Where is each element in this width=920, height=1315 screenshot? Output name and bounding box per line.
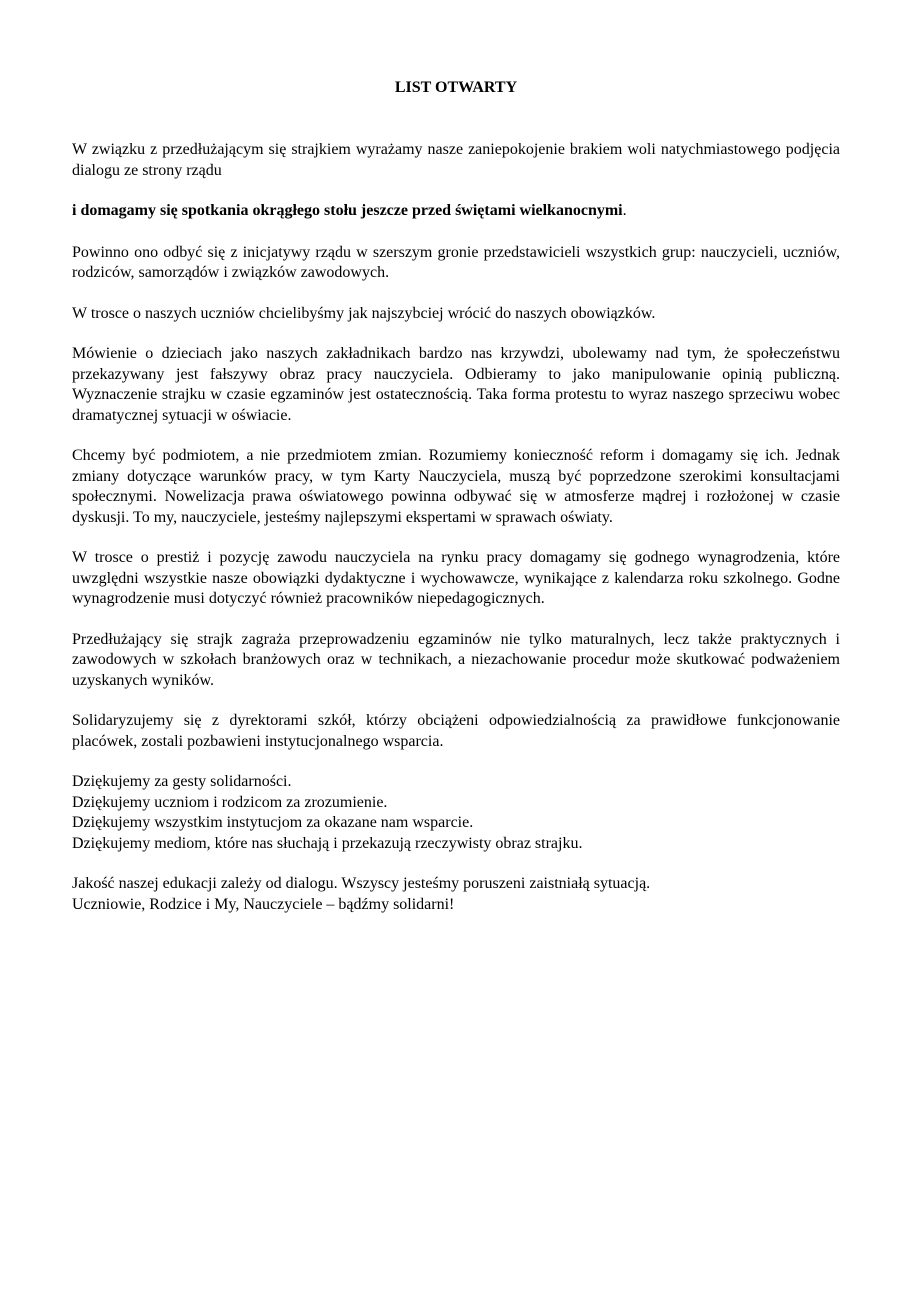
paragraph-6: Chcemy być podmiotem, a nie przedmiotem zmian. Rozumiemy konieczność reform i domagamy się ich. Jednak zmiany dotyczące warunków pracy, w tym Karty Nauczyciela, muszą być poprzedzone szerokimi konsultacjami społecznymi. Nowelizacja prawa oświatowego powinna odbywać się w atmosferze mądrej i rozłożonej w czasie dyskusji. To my, nauczyciele, jesteśmy najlepszymi ekspertami w sprawach oświaty. bbox=[72, 447, 840, 526]
demand-bold-text: i domagamy się spotkania okrągłego stołu jeszcze przed świętami wielkanocnymi bbox=[72, 202, 623, 219]
paragraph-1: W związku z przedłużającym się strajkiem wyrażamy nasze zaniepokojenie brakiem woli natychmiastowego podjęcia dialogu ze strony rządu bbox=[72, 141, 840, 179]
closing-block bbox=[72, 874, 840, 915]
paragraph-4: W trosce o naszych uczniów chcielibyśmy jak najszybciej wrócić do naszych obowiązków. bbox=[72, 304, 656, 322]
thanks-block bbox=[72, 772, 840, 854]
thanks-line: Dziękujemy wszystkim instytucjom za okazane nam wsparcie. bbox=[72, 814, 474, 831]
closing-line: Uczniowie, Rodzice i My, Nauczyciele – bądźmy solidarni! bbox=[72, 895, 455, 913]
closing-line: Jakość naszej edukacji zależy od dialogu. Wszyscy jesteśmy poruszeni zaistniałą sytuacją. bbox=[72, 875, 651, 892]
paragraph-3: Powinno ono odbyć się z inicjatywy rządu w szerszym gronie przedstawicieli wszystkich grup: nauczycieli, uczniów, rodziców, samorządów i związków zawodowych. bbox=[72, 243, 840, 281]
demand-period: . bbox=[622, 202, 627, 219]
letter-title: LIST OTWARTY bbox=[394, 79, 518, 96]
thanks-line: Dziękujemy mediom, które nas słuchają i przekazują rzeczywisty obraz strajku. bbox=[72, 834, 583, 852]
thanks-line: Dziękujemy uczniom i rodzicom za zrozumienie. bbox=[72, 793, 388, 811]
paragraph-2 bbox=[72, 201, 840, 222]
paragraph-9: Solidaryzujemy się z dyrektorami szkół, którzy obciążeni odpowiedzialnością za prawidłowe funkcjonowanie placówek, zostali pozbawieni instytucjonalnego wsparcia. bbox=[72, 712, 840, 750]
thanks-line: Dziękujemy za gesty solidarności. bbox=[72, 773, 292, 790]
letter-page bbox=[72, 78, 840, 935]
paragraph-5: Mówienie o dzieciach jako naszych zakładnikach bardzo nas krzywdzi, ubolewamy nad tym, że społeczeństwu przekazywany jest fałszywy obraz pracy nauczyciela. Odbieramy to jako manipulowanie opinią publiczną. Wyznaczenie strajku w czasie egzaminów jest ostatecznością. Taka forma protestu to wyraz naszego sprzeciwu wobec dramatycznej sytuacji w oświacie. bbox=[72, 345, 840, 424]
paragraph-7: W trosce o prestiż i pozycję zawodu nauczyciela na rynku pracy domagamy się godnego wynagrodzenia, które uwzględni wszystkie nasze obowiązki dydaktyczne i wychowawcze, wynikające z kalendarza roku szkolnego. Godne wynagrodzenie musi dotyczyć również pracowników niepedagogicznych. bbox=[72, 549, 840, 607]
paragraph-8: Przedłużający się strajk zagraża przeprowadzeniu egzaminów nie tylko maturalnych, lecz także praktycznych i zawodowych w szkołach branżowych oraz w technikach, a niezachowanie procedur może skutkować podważeniem uzyskanych wyników. bbox=[72, 630, 840, 689]
